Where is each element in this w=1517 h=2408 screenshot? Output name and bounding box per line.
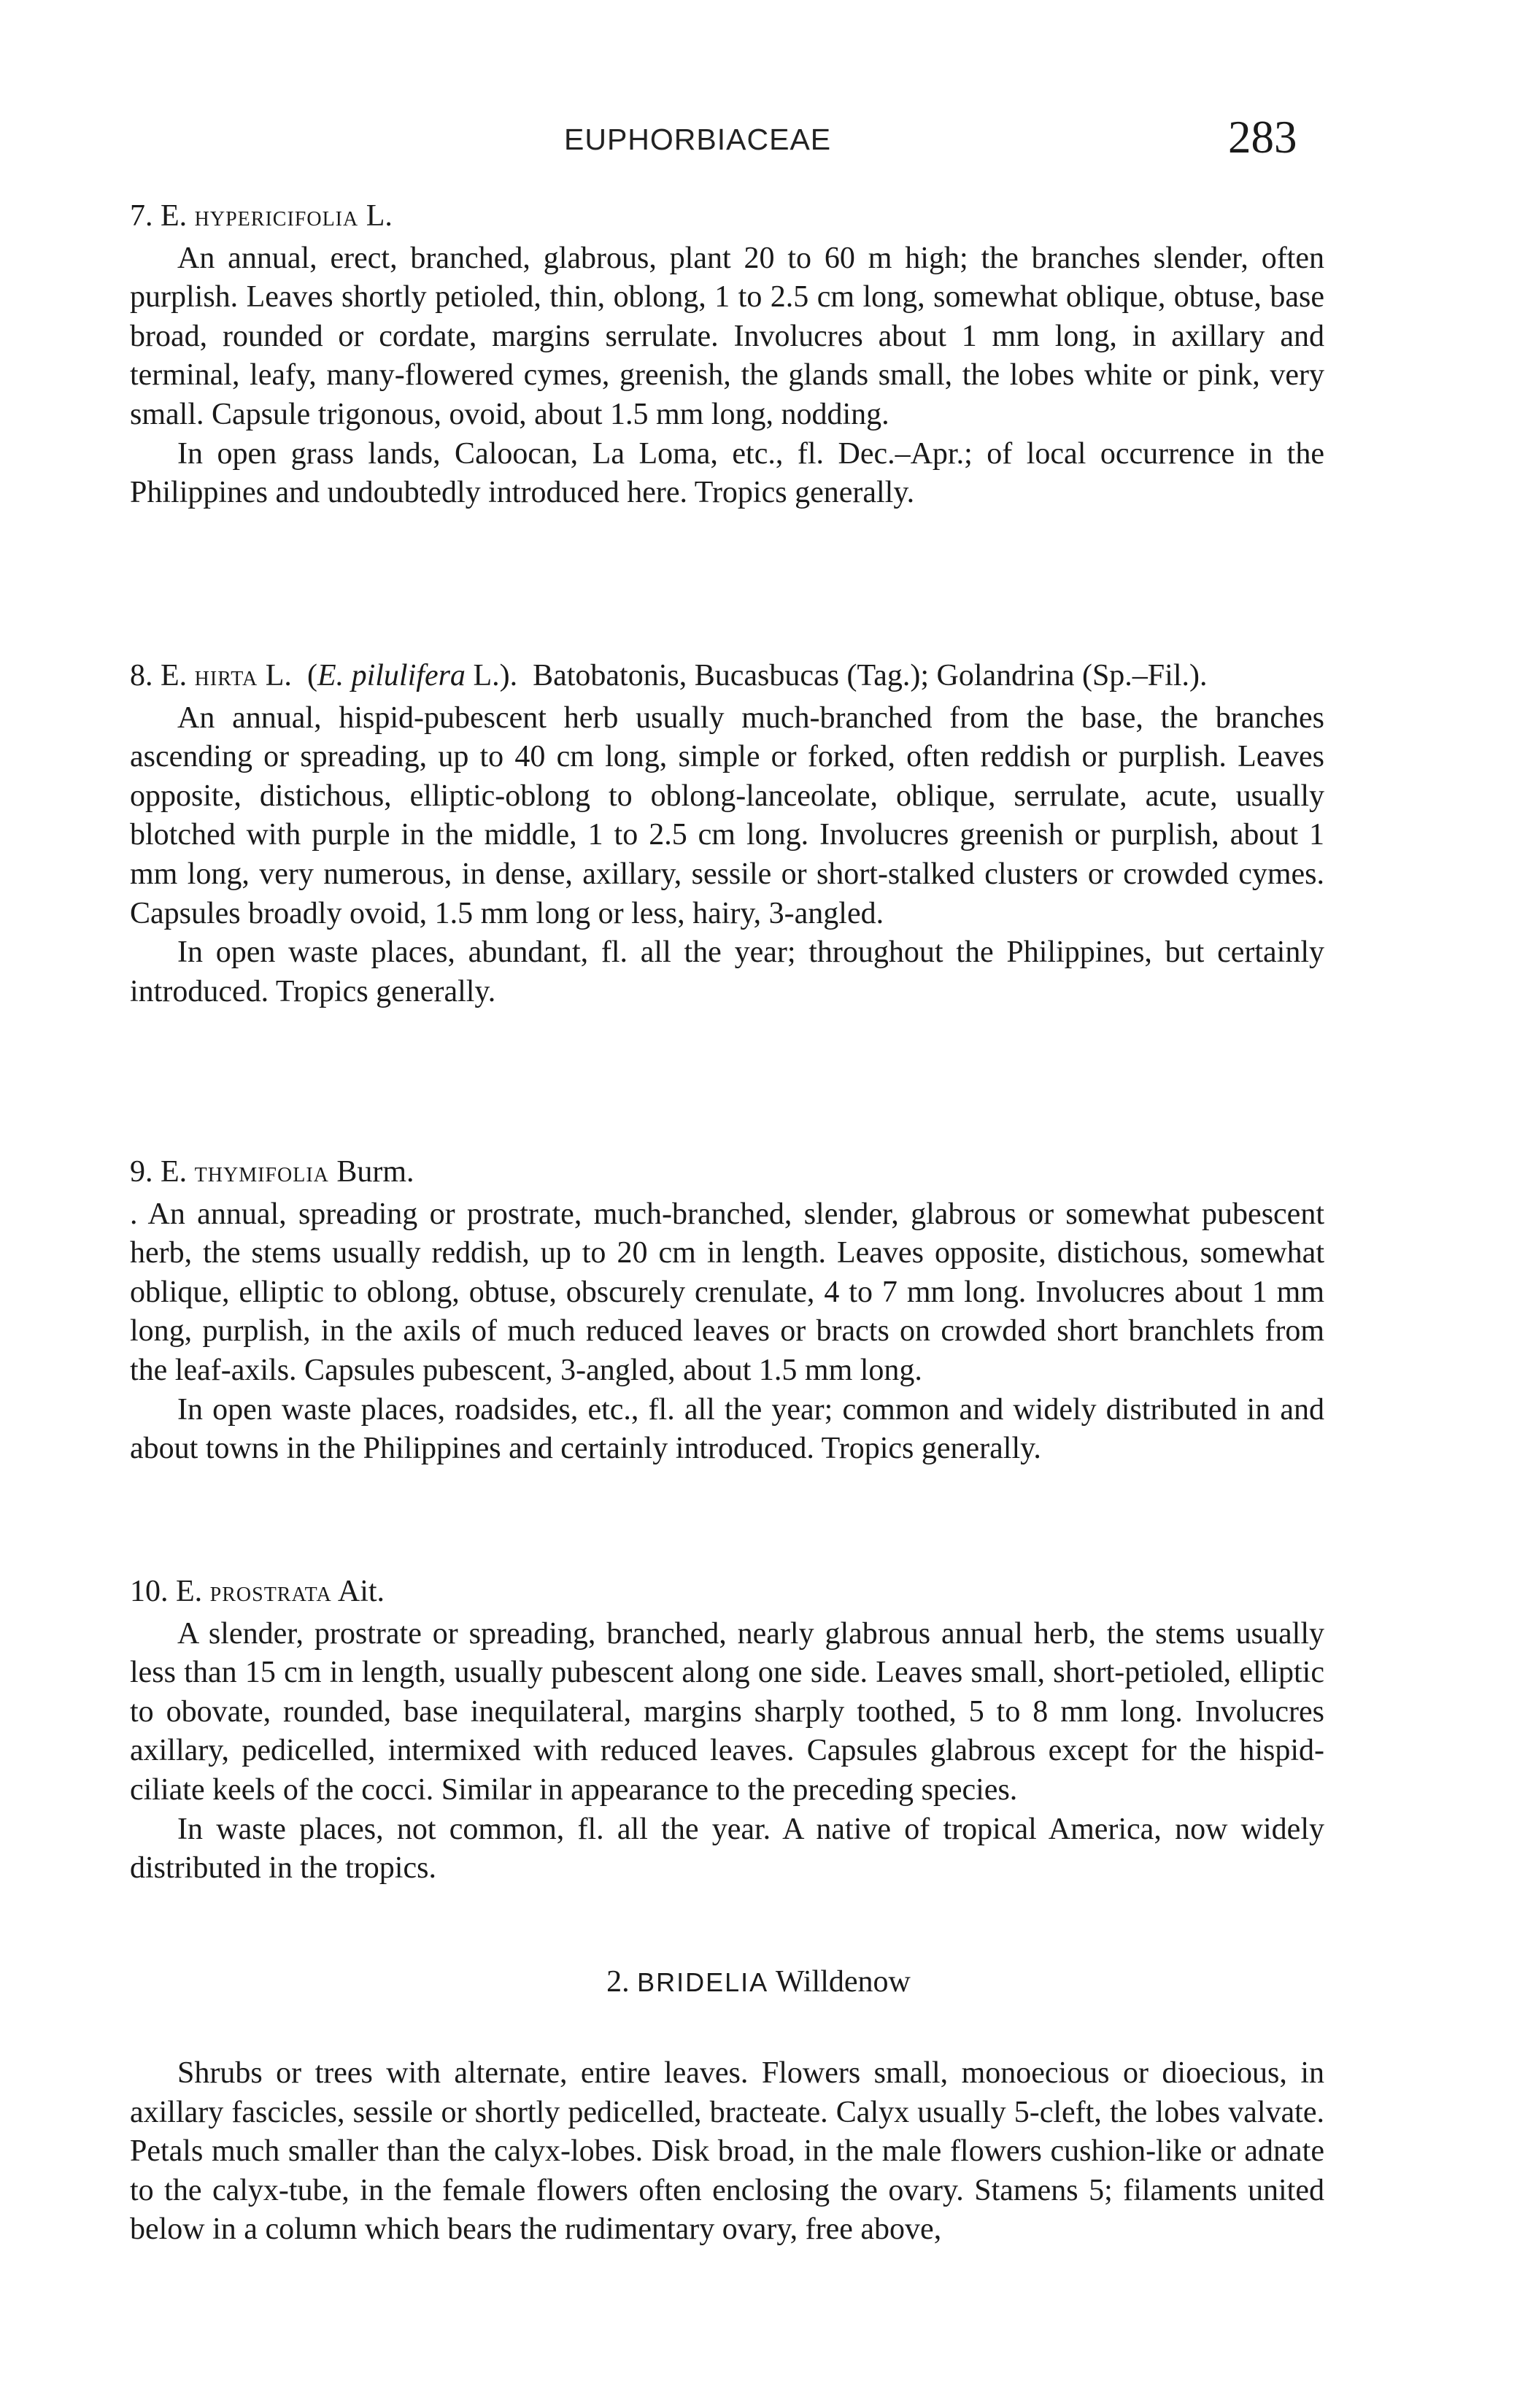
species-heading <box>130 1572 1324 1615</box>
species-heading <box>130 197 1324 239</box>
genus-author: Willdenow <box>775 1965 911 1999</box>
species-epithet: HIRTA <box>194 668 258 690</box>
species-author: L. <box>366 199 393 233</box>
genus-description: Shrubs or trees with alternate, entire leaves. Flowers small, monoecious or dioecious, in axillary fascicles, sessile or shortly pedicelled, bracteate. Calyx usually 5-cleft, the lobes valvate. Petals much smaller than the calyx-lobes. Disk broad, in the male flowers cushion-like or adnate to the calyx-tube, in the female flowers often enclosing the ovary. Stamens 5; filaments united below in a column which bears the rudimentary ovary, free above, <box>130 2056 1324 2247</box>
species-number: 7. E. <box>130 199 188 233</box>
species-epithet: PROSTRATA <box>209 1583 332 1606</box>
species-entry-prostrata <box>130 1572 1324 1888</box>
synonym-close: L.). <box>473 659 518 692</box>
species-description: An annual, hispid-pubescent herb usually much-branched from the base, the branches ascending or spreading, up to 40 cm long, simple or forked, often reddish or purplish. Leaves opposite, distichous, elliptic-oblong to oblong-lanceolate, oblique, serrulate, acute, usually blotched with purple in the middle, 1 to 2.5 cm long. Involucres greenish or purplish, about 1 mm long, very numerous, in dense, axillary, sessile or short-stalked clusters or crowded cymes. Capsules broadly ovoid, 1.5 mm long or less, hairy, 3-angled. <box>130 701 1324 930</box>
genus-description-block <box>130 2054 1324 2250</box>
species-epithet: HYPERICIFOLIA <box>194 208 359 231</box>
species-description: . An annual, spreading or prostrate, much-branched, slender, glabrous or somewhat pubescent herb, the stems usually reddish, up to 20 cm in length. Leaves opposite, distichous, somewhat oblique, elliptic to oblong, obtuse, obscurely crenulate, 4 to 7 mm long. Involucres about 1 mm long, purplish, in the axils of much reduced leaves or bracts on crowded short branchlets from the leaf-axils. Capsules pubescent, 3-angled, about 1.5 mm long. <box>130 1197 1324 1387</box>
species-description: An annual, erect, branched, glabrous, plant 20 to 60 m high; the branches slender, often purplish. Leaves shortly petioled, thin, oblong, 1 to 2.5 cm long, somewhat oblique, obtuse, base broad, rounded or cordate, margins serrulate. Involucres about 1 mm long, in axillary and terminal, leafy, many-flowered cymes, greenish, the glands small, the lobes white or pink, very small. Capsule trigonous, ovoid, about 1.5 mm long, nodding. <box>130 241 1324 431</box>
species-distribution: In open waste places, abundant, fl. all the year; throughout the Philippines, but certainly introduced. Tropics generally. <box>130 935 1324 1008</box>
species-number: 9. E. <box>130 1155 188 1189</box>
species-author: Burm. <box>336 1155 414 1189</box>
species-description: A slender, prostrate or spreading, branched, nearly glabrous annual herb, the stems usually less than 15 cm in length, usually pubescent along one side. Leaves small, short-petioled, elliptic to obovate, rounded, base inequilateral, margins sharply toothed, 5 to 8 mm long. Involucres axillary, pedicelled, intermixed with reduced leaves. Capsules glabrous except for the hispid-ciliate keels of the cocci. Similar in appearance to the preceding species. <box>130 1616 1324 1807</box>
species-heading <box>130 1153 1324 1195</box>
species-entry-hirta <box>130 657 1324 1011</box>
genus-number: 2. <box>606 1965 630 1999</box>
species-number: 10. E. <box>130 1575 203 1608</box>
common-names: Batobatonis, Bucasbucas (Tag.); Golandrina (Sp.–Fil.). <box>533 659 1208 692</box>
species-heading <box>130 657 1324 699</box>
species-author: L. <box>265 659 292 692</box>
species-synonym: E. pilulifera <box>317 659 466 692</box>
species-epithet: THYMIFOLIA <box>194 1164 329 1186</box>
page-number: 283 <box>1228 112 1297 163</box>
species-entry-thymifolia <box>130 1153 1324 1469</box>
genus-name: BRIDELIA <box>637 1967 769 1997</box>
species-author: Ait. <box>337 1575 385 1608</box>
running-header: EUPHORBIACEAE <box>564 123 832 156</box>
species-distribution: In open waste places, roadsides, etc., fl. all the year; common and widely distributed in and about towns in the Philippines and certainly introduced. Tropics generally. <box>130 1392 1324 1466</box>
synonym-open: ( <box>306 659 317 692</box>
species-entry-hypericifolia <box>130 197 1324 513</box>
genus-heading <box>0 1963 1517 2002</box>
species-number: 8. E. <box>130 659 188 692</box>
species-distribution: In waste places, not common, fl. all the year. A native of tropical America, now widely distributed in the tropics. <box>130 1812 1324 1886</box>
species-distribution: In open grass lands, Caloocan, La Loma, etc., fl. Dec.–Apr.; of local occurrence in the Philippines and undoubtedly introduced here. Tropics generally. <box>130 436 1324 510</box>
